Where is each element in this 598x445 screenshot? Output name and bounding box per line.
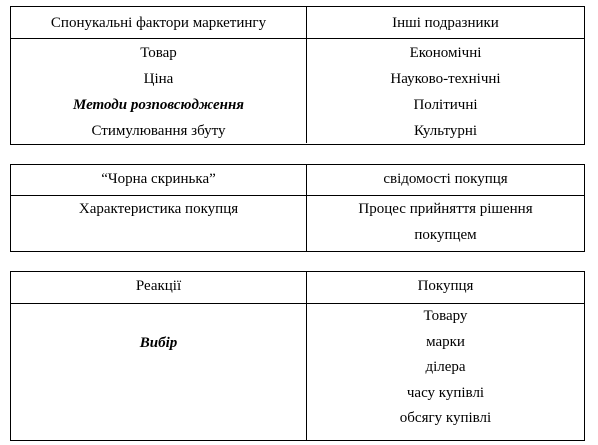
header-label: Реакції: [135, 278, 182, 294]
list-item: ділера: [425, 359, 466, 375]
header-cell-other-stimuli: [307, 7, 584, 38]
header-label: Покупця: [417, 278, 474, 294]
list-item: Економічні: [409, 45, 482, 61]
header-label: “Чорна скринька”: [101, 171, 216, 187]
table-header-row: [11, 272, 584, 304]
marketing-factors-list: [11, 39, 307, 143]
table-body-row: [11, 39, 584, 143]
list-item: Культурні: [413, 123, 478, 139]
list-item: Науково-технічні: [390, 71, 501, 87]
header-cell-marketing-factors: [11, 7, 307, 38]
table-body-row: [11, 196, 584, 251]
list-item: Характеристика покупця: [78, 201, 239, 217]
list-item: Ціна: [143, 71, 174, 87]
list-item: Товар: [140, 45, 177, 61]
marketing-factors-table: [10, 6, 585, 145]
buyer-reactions-table: [10, 271, 585, 441]
other-stimuli-list: [307, 39, 584, 143]
header-cell-reactions: [11, 272, 307, 303]
buyer-characteristics-cell: [11, 196, 307, 251]
list-item: часу купівлі: [406, 384, 485, 401]
table-body-row: [11, 304, 584, 440]
header-cell-buyer: [307, 272, 584, 303]
table-header-row: [11, 165, 584, 196]
decision-process-cell: [307, 196, 584, 251]
header-label: свідомості покупця: [383, 171, 508, 187]
list-item: покупцем: [414, 227, 477, 243]
list-item: Товару: [423, 308, 468, 324]
choice-cell: [11, 304, 307, 440]
list-item: Вибір: [139, 335, 178, 351]
header-label: Спонукальні фактори маркетингу: [50, 15, 267, 31]
list-item: Політичні: [413, 97, 478, 113]
list-item: Методи розповсюдження: [72, 97, 245, 113]
choice-options-list: [307, 304, 584, 440]
header-cell-buyer-consciousness: [307, 165, 584, 195]
black-box-table: [10, 164, 585, 252]
header-cell-black-box: [11, 165, 307, 195]
header-label: Інші подразники: [392, 15, 499, 31]
list-item: обсягу купівлі: [399, 410, 492, 426]
list-item: Процес прийняття рішення: [358, 201, 533, 217]
list-item: марки: [426, 333, 465, 350]
list-item: Стимулювання збуту: [91, 123, 226, 139]
table-header-row: [11, 7, 584, 39]
